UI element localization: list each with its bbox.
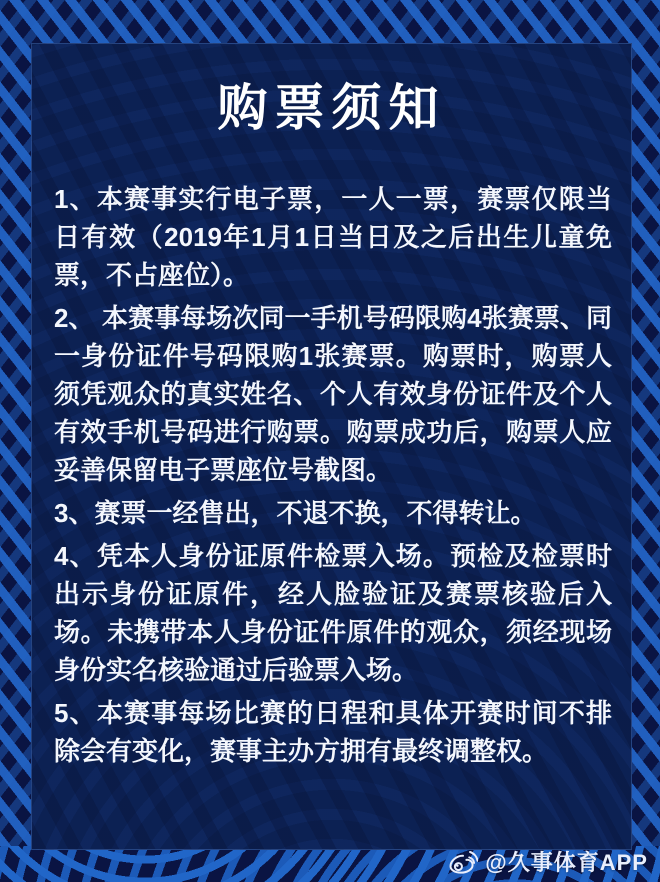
notice-item-3: 3、赛票一经售出，不退不换，不得转让。: [54, 498, 537, 528]
notice-card: [31, 43, 632, 850]
watermark-text: @久事体育APP: [485, 850, 648, 875]
notice-item-4: 4、凭本人身份证原件检票入场。预检及检票时出示身份证原件，经人脸验证及赛票核验后入场。未携带本人身份证件原件的观众，须经现场身份实名核验通过后验票入场。: [54, 541, 612, 685]
notice-list: [54, 180, 612, 770]
notice-item-2: 2、 本赛事每场次同一手机号码限购4张赛票、同一身份证件号码限购1张赛票。购票时，购票人须凭观众的真实姓名、个人有效身份证件及个人有效手机号码进行购票。购票成功后，购票人应妥善保留电子票座位号截图。: [54, 303, 612, 485]
page-title: 购票须知: [217, 80, 446, 136]
notice-item-1: 1、本赛事实行电子票，一人一票，赛票仅限当日有效（2019年1月1日当日及之后出生儿童免票，不占座位）。: [54, 184, 612, 290]
notice-item-5: 5、本赛事每场比赛的日程和具体开赛时间不排除会有变化，赛事主办方拥有最终调整权。: [54, 698, 612, 766]
weibo-icon: [448, 849, 478, 875]
watermark: [448, 846, 648, 877]
